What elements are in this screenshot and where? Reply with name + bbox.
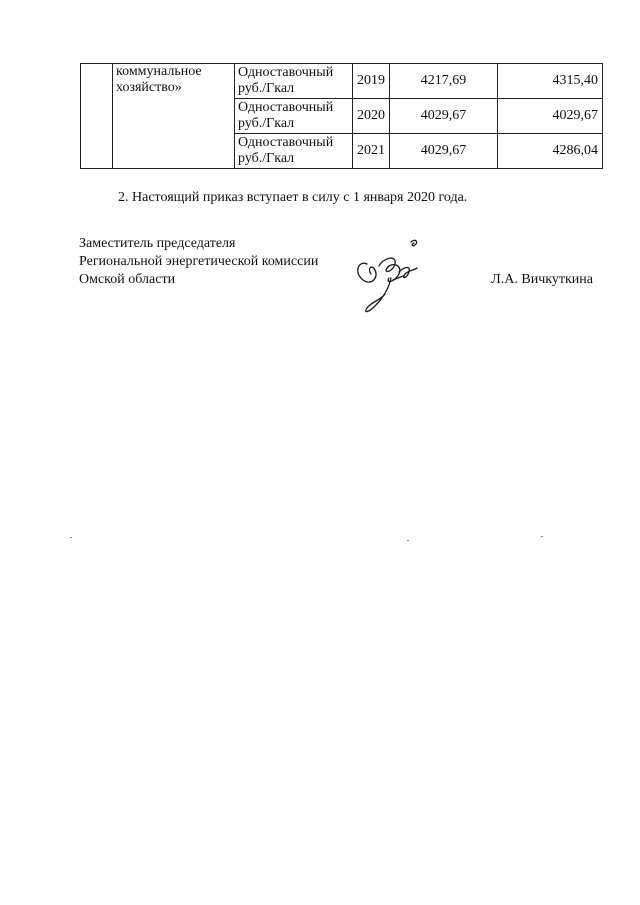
- scan-artifact: [541, 536, 543, 537]
- tariff-type-cell: [235, 64, 353, 99]
- row-number-cell: [81, 64, 113, 169]
- position-line: Заместитель председателя: [79, 236, 236, 251]
- year-cell: 2019: [353, 64, 390, 99]
- tariff-type-cell: [235, 134, 353, 169]
- scan-artifact: [407, 540, 409, 541]
- position-line: Омской области: [79, 272, 176, 287]
- table-row: [81, 64, 603, 99]
- organization-cell: коммунальное хозяйство»: [113, 64, 235, 169]
- position-line: Региональной энергетической комиссии: [79, 254, 319, 269]
- scan-artifact: [70, 537, 72, 538]
- year-cell: 2021: [353, 134, 390, 169]
- tariff-type-label: Одноставочный: [238, 100, 334, 115]
- tariff-type-label: Одноставочный: [238, 135, 334, 150]
- signatory-position: [79, 235, 318, 289]
- tariff-table: [80, 63, 603, 169]
- tariff-type-label: Одноставочный: [238, 65, 334, 80]
- first-half-value-cell: 4217,69: [390, 64, 498, 99]
- second-half-value-cell: 4315,40: [498, 64, 603, 99]
- tariff-unit-label: руб./Гкал: [238, 116, 295, 131]
- clause-paragraph: 2. Настоящий приказ вступает в силу с 1 января 2020 года.: [118, 190, 468, 205]
- signatory-name: Л.А. Вичкуткина: [491, 272, 593, 287]
- handwritten-signature: [345, 232, 435, 322]
- first-half-value-cell: 4029,67: [390, 134, 498, 169]
- second-half-value-cell: 4286,04: [498, 134, 603, 169]
- tariff-unit-label: руб./Гкал: [238, 81, 295, 96]
- second-half-value-cell: 4029,67: [498, 99, 603, 134]
- first-half-value-cell: 4029,67: [390, 99, 498, 134]
- year-cell: 2020: [353, 99, 390, 134]
- tariff-type-cell: [235, 99, 353, 134]
- tariff-unit-label: руб./Гкал: [238, 151, 295, 166]
